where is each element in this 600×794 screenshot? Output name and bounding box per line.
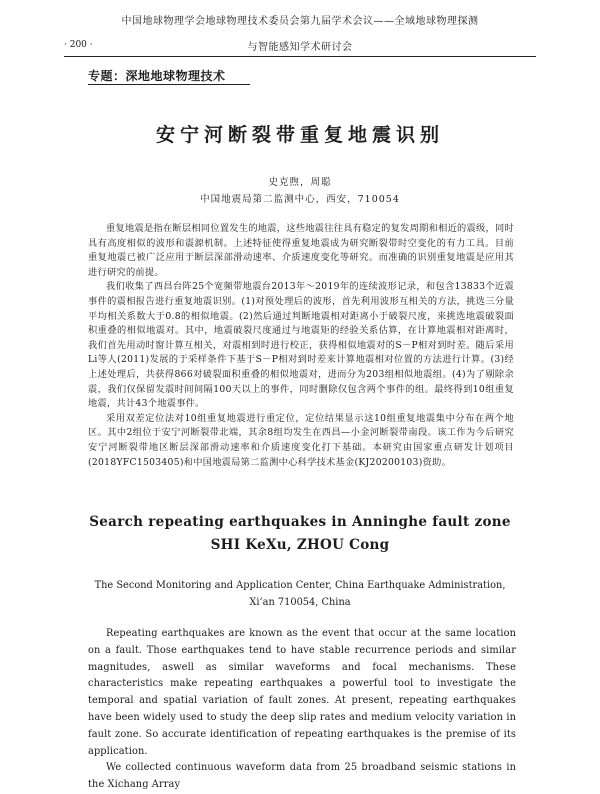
section-underline: [88, 84, 250, 85]
running-header-line1: 中国地球物理学会地球物理技术委员会第九届学术会议——全域地球物理探测: [121, 16, 479, 27]
english-affiliation-line2: Xi’an 710054, China: [249, 597, 351, 608]
english-authors: SHI KeXu, ZHOU Cong: [210, 537, 390, 553]
running-header-line2: 与智能感知学术研讨会: [247, 42, 353, 53]
chinese-authors: 史克煦，周聪: [268, 177, 332, 188]
header-rule: [64, 56, 536, 57]
english-abstract: [88, 626, 516, 794]
english-paragraph-1: Repeating earthquakes are known as the event that occur at the same location on a fault. Those earthquakes tend to have stable recurrence periods and similar magnitudes, aswell as similar waveforms and focal mechanisms. These characteristics make repeating earthquakes a powerful tool to investigate the temporal and spatial variation of fault zones. At present, repeating earthquakes have been widely used to study the deep slip rates and medium velocity variation in fault zone. So accurate identification of repeating earthquakes is the premise of its application.: [88, 628, 516, 757]
page-number: · 200 ·: [64, 40, 93, 50]
chinese-affiliation: 中国地震局第二监测中心，西安，710054: [200, 194, 400, 205]
chinese-paragraph-3: 采用双差定位法对10组重复地震进行重定位，定位结果显示这10组重复地震集中分布在两个地区。其中2组位于安宁河断裂带北端，其余8组均发生在西昌—小金河断裂带南段。该工作为今后研究安宁河断裂带地区断层深部滑动速率和介质速度变化打下基础。本研究由国家重点研发计划项目(2018YFC1503405)和中国地震局第二监测中心科学技术基金(KJ20200103)资助。: [88, 412, 514, 468]
english-paragraph-2: We collected continuous waveform data from 25 broadband seismic stations in the Xichang Array: [88, 762, 516, 791]
english-title: Search repeating earthquakes in Anninghe fault zone: [89, 514, 511, 530]
chinese-paragraph-2: 我们收集了西昌台阵25个宽频带地震台2013年～2019年的连续波形记录，和包含13833个近震事件的震相报告进行重复地震识别。(1)对预处理后的波形，首先利用波形互相关的方法，挑选三分量平均相关系数大于0.8的相似地震。(2)然后通过判断地震相对距离小于破裂尺度，来挑选地震破裂面积重叠的相似地震对。其中，地震破裂尺度通过与地震矩的经验关系估算，在计算地震相对距离时，我们首先用动时窗计算互相关，对震相到时进行校正，获得相似地震对的S－P相对到时差。随后采用Li等人(2011)发展的于采样条件下基于S－P相对到时差来计算地震相对位置的方法进行计算。(3)经上述处理后，共获得866对破裂面积重叠的相似地震对，进而分为203组相似地震组。(4)为了剔除余震，我们仅保留发震时间间隔100天以上的事件，同时删除仅包含两个事件的组。最终得到10组重复地震，共计43个地震事件。: [88, 281, 514, 410]
chinese-abstract: [88, 222, 514, 470]
chinese-title: 安宁河断裂带重复地震识别: [155, 124, 444, 146]
chinese-paragraph-1: 重复地震是指在断层相同位置发生的地震，这些地震往往具有稳定的复发周期和相近的震级，同时具有高度相似的波形和震源机制。上述特征使得重复地震成为研究断裂带时空变化的有力工具。目前重复地震已被广泛应用于断层深部滑动速率、介质速度变化等研究。而准确的识别重复地震是应用其进行研究的前提。: [88, 223, 514, 278]
section-tag: 专题：深地地球物理技术: [88, 69, 226, 83]
english-affiliation-line1: The Second Monitoring and Application Center, China Earthquake Administration,: [94, 580, 506, 591]
